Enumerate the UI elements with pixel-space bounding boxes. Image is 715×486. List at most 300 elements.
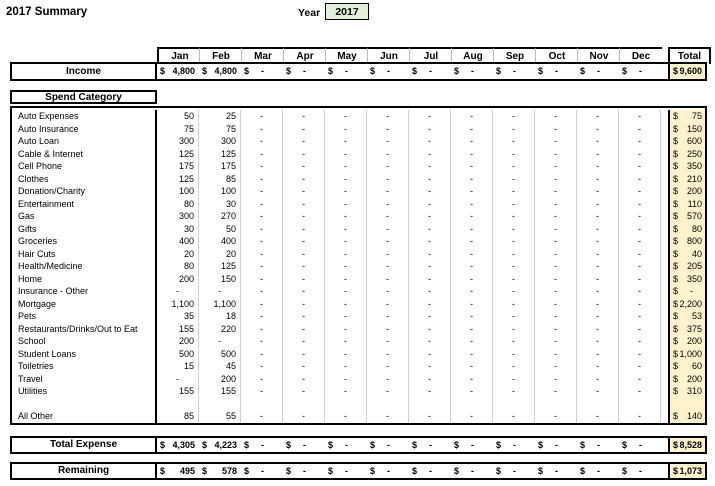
category-value-jul: - [409,123,451,136]
category-name: Health/Medicine [12,260,157,273]
category-value-jul: - [409,410,451,423]
category-value-may [325,398,367,411]
remaining-row [10,462,707,480]
category-value-feb[interactable]: 200 [199,373,241,386]
category-value-apr: - [283,248,325,261]
category-value-mar: - [241,210,283,223]
total_expense-value-aug [451,438,493,452]
category-total-amount: 200 [686,373,702,384]
category-value-jan[interactable]: 300 [157,210,199,223]
income-value-sep [493,64,535,79]
category-value-may: - [325,185,367,198]
month-header-nov: Nov [577,47,620,64]
table-row [12,235,705,248]
category-value-apr: - [283,273,325,286]
category-total [668,123,705,136]
category-value-aug: - [451,373,493,386]
category-value-nov: - [577,335,619,348]
currency-symbol: $ [370,440,376,450]
table-row [12,110,705,123]
income-amount: - [303,66,306,76]
category-value-jun: - [367,210,409,223]
category-value-jan[interactable]: 200 [157,335,199,348]
category-value-jan[interactable]: 15 [157,360,199,373]
category-value-jan[interactable]: 300 [157,135,199,148]
income-amount: - [345,66,348,76]
month-header-may: May [325,47,368,64]
category-total-amount: 60 [691,361,702,371]
category-value-aug: - [451,210,493,223]
category-value-may: - [325,248,367,261]
total_expense-amount: 4,223 [214,440,237,450]
category-value-may: - [325,223,367,236]
currency-symbol: $ [673,248,679,259]
category-value-nov: - [577,110,619,123]
category-value-apr: - [283,185,325,198]
category-value-jul: - [409,335,451,348]
total_expense-value-feb [199,438,241,452]
category-value-may: - [325,273,367,286]
category-value-jan[interactable]: 175 [157,160,199,173]
category-value-feb[interactable]: 100 [199,185,241,198]
category-value-feb[interactable]: 175 [199,160,241,173]
category-value-jun: - [367,185,409,198]
page-title: 2017 Summary [6,6,88,18]
category-value-mar: - [241,135,283,148]
remaining-value-mar [241,464,283,478]
currency-symbol: $ [538,440,544,450]
currency-symbol: $ [286,466,292,476]
category-value-feb[interactable] [199,398,241,411]
currency-symbol: $ [202,466,208,476]
category-total-amount: 205 [686,261,702,271]
category-name: Restaurants/Drinks/Out to Eat [12,323,157,336]
category-value-sep: - [493,298,535,311]
income-value-aug [451,64,493,79]
category-total-amount: 200 [686,336,702,346]
category-value-jun: - [367,285,409,298]
category-value-jan[interactable]: 20 [157,248,199,261]
category-value-feb[interactable]: 85 [199,173,241,186]
category-value-mar: - [241,360,283,373]
category-total-amount: 80 [691,223,702,234]
category-value-nov: - [577,235,619,248]
category-value-jul: - [409,323,451,336]
category-value-oct: - [535,323,577,336]
currency-symbol: $ [412,440,418,450]
category-value-jan[interactable]: 1,100 [157,298,199,311]
category-total-amount: 600 [686,136,702,146]
category-value-aug: - [451,123,493,136]
category-value-oct: - [535,210,577,223]
category-name: Hair Cuts [12,248,157,261]
category-value-dec: - [619,248,661,261]
category-value-jul: - [409,185,451,198]
category-value-mar: - [241,410,283,423]
category-value-may: - [325,373,367,386]
remaining-total [668,464,705,478]
category-value-feb[interactable]: 75 [199,123,241,136]
total_expense-value-sep [493,438,535,452]
total_expense-label: Total Expense [12,438,157,452]
category-value-may: - [325,110,367,123]
category-value-jun: - [367,223,409,236]
month-header-feb: Feb [199,47,242,64]
category-value-feb[interactable]: - [199,335,241,348]
category-value-apr: - [283,260,325,273]
category-value-aug: - [451,198,493,211]
remaining-amount: - [387,466,390,476]
currency-symbol: $ [580,466,586,476]
table-row [12,298,705,311]
category-value-feb[interactable]: 55 [199,410,241,423]
category-value-nov: - [577,323,619,336]
category-value-jul: - [409,385,451,398]
category-total [668,248,705,261]
income-value-nov [577,64,619,79]
currency-symbol: $ [673,336,679,346]
category-value-apr: - [283,285,325,298]
category-value-feb[interactable]: 25 [199,110,241,123]
currency-symbol: $ [673,466,679,476]
category-value-sep: - [493,323,535,336]
total_expense-value-apr [283,438,325,452]
category-value-feb[interactable]: 400 [199,235,241,248]
category-value-sep: - [493,310,535,323]
currency-symbol: $ [370,66,376,76]
category-value-may: - [325,235,367,248]
category-value-jan[interactable]: 35 [157,310,199,323]
category-value-jun: - [367,160,409,173]
category-value-jan[interactable]: 155 [157,385,199,398]
total_expense-amount: - [471,440,474,450]
category-value-apr: - [283,198,325,211]
category-value-nov: - [577,223,619,236]
category-value-oct: - [535,298,577,311]
remaining-value-nov [577,464,619,478]
currency-symbol: $ [622,440,628,450]
currency-symbol: $ [202,440,208,450]
currency-symbol: $ [412,466,418,476]
category-value-mar: - [241,198,283,211]
total_expense-total [668,438,705,452]
category-value-mar: - [241,335,283,348]
year-label: Year [298,7,321,19]
category-value-nov: - [577,260,619,273]
category-total [668,210,705,223]
remaining-value-oct [535,464,577,478]
category-value-mar: - [241,310,283,323]
category-value-feb[interactable]: 45 [199,360,241,373]
category-total-amount: 310 [686,386,702,396]
category-value-apr: - [283,123,325,136]
category-value-aug: - [451,360,493,373]
category-value-jun: - [367,273,409,286]
income-total [668,64,705,79]
category-value-jan[interactable]: 500 [157,348,199,361]
category-value-oct: - [535,173,577,186]
category-value-oct: - [535,123,577,136]
income-amount: - [429,66,432,76]
category-value-feb[interactable]: 220 [199,323,241,336]
table-row [12,185,705,198]
category-value-feb[interactable]: 150 [199,273,241,286]
category-value-jan[interactable]: 30 [157,223,199,236]
currency-symbol: $ [328,66,334,76]
category-value-sep: - [493,223,535,236]
category-total-amount: 40 [691,248,702,259]
remaining-value-feb [199,464,241,478]
category-value-feb[interactable]: 18 [199,310,241,323]
category-value-may: - [325,335,367,348]
category-total [668,310,705,323]
currency-symbol: $ [673,111,679,121]
category-value-apr: - [283,173,325,186]
income-label: Income [12,64,157,79]
total_expense-amount: - [261,440,264,450]
category-value-dec: - [619,160,661,173]
category-value-jun: - [367,198,409,211]
category-value-jun: - [367,373,409,386]
category-value-mar: - [241,160,283,173]
category-value-jun: - [367,360,409,373]
category-total [668,135,705,148]
category-name: Auto Insurance [12,123,157,136]
category-total-amount: 375 [686,323,702,334]
category-value-jun: - [367,410,409,423]
category-value-jul: - [409,360,451,373]
category-value-oct: - [535,360,577,373]
currency-symbol: $ [673,66,679,76]
category-value-mar: - [241,348,283,361]
total_expense-value-nov [577,438,619,452]
income-amount: - [555,66,558,76]
category-value-jan[interactable]: 125 [157,148,199,161]
category-value-mar: - [241,173,283,186]
category-total-amount: 53 [691,311,702,321]
category-value-feb[interactable]: 1,100 [199,298,241,311]
category-value-dec: - [619,410,661,423]
currency-symbol: $ [673,173,679,184]
category-value-apr: - [283,148,325,161]
category-value-aug: - [451,260,493,273]
category-value-jun: - [367,110,409,123]
category-value-jan[interactable]: 100 [157,185,199,198]
category-value-dec: - [619,148,661,161]
category-value-aug: - [451,160,493,173]
category-value-feb[interactable]: 500 [199,348,241,361]
category-total-amount: 350 [686,273,702,284]
year-input[interactable]: 2017 [325,3,369,20]
currency-symbol: $ [673,273,679,284]
category-value-mar [241,398,283,411]
category-value-dec: - [619,123,661,136]
category-value-aug: - [451,348,493,361]
category-value-feb[interactable]: 300 [199,135,241,148]
income-amount: - [597,66,600,76]
category-value-jan[interactable]: 75 [157,123,199,136]
total_expense-value-jan [157,438,199,452]
category-value-nov: - [577,123,619,136]
category-value-feb[interactable]: 125 [199,260,241,273]
category-value-jan[interactable]: 80 [157,260,199,273]
category-value-sep: - [493,410,535,423]
category-value-feb[interactable]: - [199,285,241,298]
table-row [12,210,705,223]
category-total [668,373,705,386]
income-amount: - [513,66,516,76]
category-value-dec: - [619,235,661,248]
total_expense-amount: 4,305 [172,440,195,450]
category-value-jul: - [409,160,451,173]
category-value-feb[interactable]: 125 [199,148,241,161]
currency-symbol: $ [412,66,418,76]
category-value-oct: - [535,148,577,161]
category-total-amount: 570 [686,211,702,221]
currency-symbol: $ [622,66,628,76]
total_expense-amount: - [513,440,516,450]
category-value-jul: - [409,148,451,161]
category-value-apr: - [283,385,325,398]
month-header-dec: Dec [619,47,662,64]
category-name: Student Loans [12,348,157,361]
currency-symbol: $ [673,136,679,146]
currency-symbol: $ [328,466,334,476]
month-header-aug: Aug [451,47,494,64]
currency-symbol: $ [673,186,679,196]
total_expense-amount: - [303,440,306,450]
remaining-value-aug [451,464,493,478]
category-value-aug: - [451,235,493,248]
total_expense-value-jul [409,438,451,452]
category-value-jul: - [409,198,451,211]
remaining-amount: 495 [179,466,195,476]
category-value-jan[interactable]: - [157,373,199,386]
category-value-feb[interactable]: 30 [199,198,241,211]
category-value-mar: - [241,298,283,311]
category-total [668,385,705,398]
month-header-jul: Jul [409,47,452,64]
category-total [668,260,705,273]
category-value-oct: - [535,260,577,273]
category-value-mar: - [241,385,283,398]
category-name: All Other [12,410,157,423]
category-value-aug: - [451,223,493,236]
category-value-sep: - [493,185,535,198]
currency-symbol: $ [673,440,679,450]
table-row [12,348,705,361]
income-amount: - [261,66,264,76]
remaining-amount: - [303,466,306,476]
category-value-jan[interactable]: 85 [157,410,199,423]
category-value-nov: - [577,285,619,298]
category-value-aug: - [451,298,493,311]
currency-symbol: $ [160,66,166,76]
category-value-apr: - [283,110,325,123]
currency-symbol: $ [673,161,679,171]
category-value-jul: - [409,273,451,286]
currency-symbol: $ [244,66,250,76]
category-value-jan[interactable]: 200 [157,273,199,286]
category-value-jan[interactable]: - [157,285,199,298]
category-value-sep: - [493,160,535,173]
category-value-feb[interactable]: 50 [199,223,241,236]
category-value-oct: - [535,223,577,236]
category-value-jan[interactable]: 125 [157,173,199,186]
category-value-dec: - [619,198,661,211]
category-value-sep: - [493,373,535,386]
category-value-jan[interactable]: 155 [157,323,199,336]
category-value-jun: - [367,235,409,248]
income-amount: - [639,66,642,76]
category-name: Donation/Charity [12,185,157,198]
category-value-sep: - [493,385,535,398]
table-row [12,135,705,148]
category-value-mar: - [241,223,283,236]
category-value-jan[interactable]: 50 [157,110,199,123]
category-value-jul: - [409,223,451,236]
remaining-value-sep [493,464,535,478]
category-value-apr: - [283,210,325,223]
category-name: Mortgage [12,298,157,311]
category-value-nov: - [577,148,619,161]
category-total [668,148,705,161]
table-row [12,223,705,236]
currency-symbol: $ [538,466,544,476]
category-value-feb[interactable]: 155 [199,385,241,398]
category-value-apr: - [283,323,325,336]
total_expense-value-dec [619,438,661,452]
category-value-may: - [325,360,367,373]
category-total [668,223,705,236]
category-value-jan[interactable]: 80 [157,198,199,211]
category-value-may: - [325,173,367,186]
currency-symbol: $ [160,466,166,476]
category-value-oct: - [535,185,577,198]
category-value-oct: - [535,160,577,173]
category-value-oct: - [535,135,577,148]
category-value-jan[interactable]: 400 [157,235,199,248]
month-header-sep: Sep [493,47,536,64]
category-total-amount: 1,000 [679,348,702,359]
currency-symbol: $ [580,440,586,450]
currency-symbol: $ [454,66,460,76]
currency-symbol: $ [202,66,208,76]
category-value-dec: - [619,348,661,361]
category-value-sep: - [493,235,535,248]
category-value-oct: - [535,110,577,123]
category-total-amount: - [690,286,693,296]
category-value-may: - [325,410,367,423]
income-value-feb [199,64,241,79]
category-value-mar: - [241,235,283,248]
category-value-jan[interactable] [157,398,199,411]
category-value-oct: - [535,373,577,386]
category-value-nov: - [577,310,619,323]
currency-symbol: $ [286,66,292,76]
category-value-feb[interactable]: 20 [199,248,241,261]
table-row [12,310,705,323]
category-value-dec: - [619,360,661,373]
category-total-amount: 75 [691,111,702,121]
income-value-dec [619,64,661,79]
category-name: School [12,335,157,348]
category-value-dec [619,398,661,411]
category-value-nov: - [577,185,619,198]
category-value-sep: - [493,273,535,286]
category-value-feb[interactable]: 270 [199,210,241,223]
total_expense-amount: - [555,440,558,450]
